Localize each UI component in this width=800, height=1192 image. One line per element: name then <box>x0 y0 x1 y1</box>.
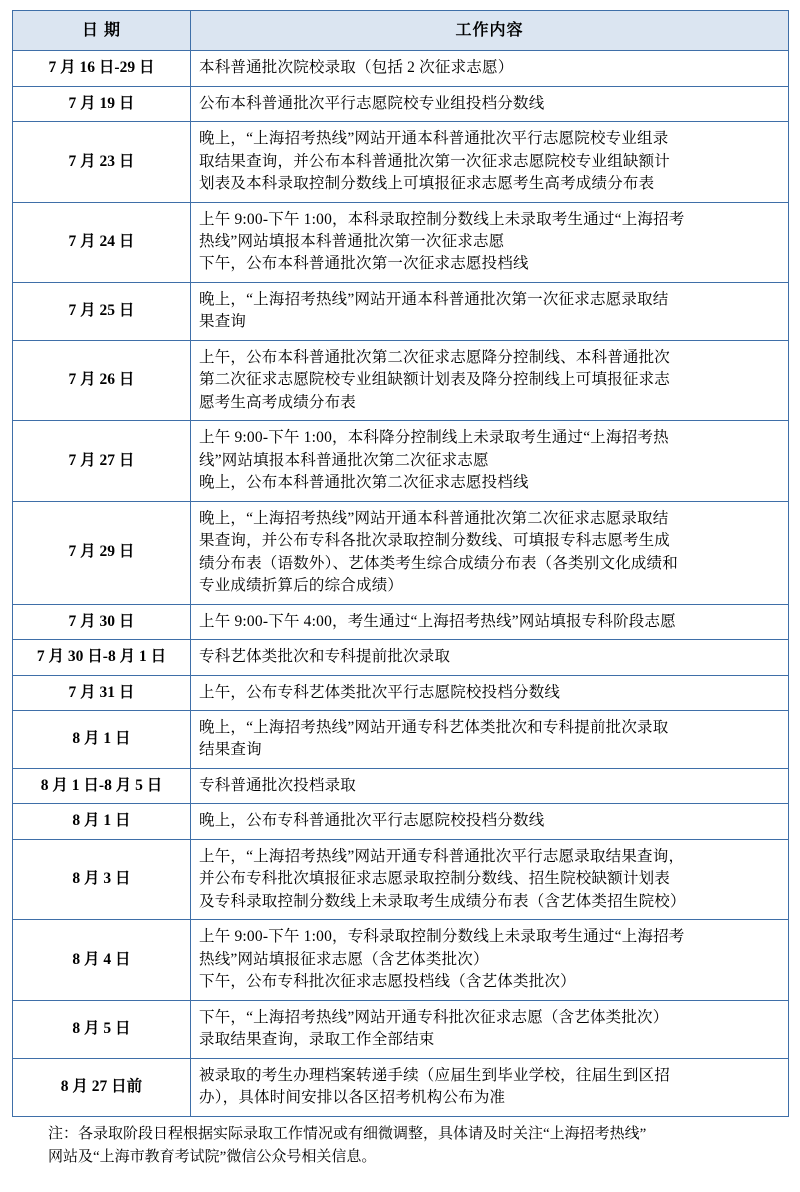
cell-date: 7 月 27 日 <box>13 421 191 501</box>
cell-date: 7 月 25 日 <box>13 282 191 340</box>
table-header-row <box>13 11 789 51</box>
cell-date: 8 月 27 日前 <box>13 1058 191 1116</box>
table-row <box>13 282 789 340</box>
content-line: 专业成绩折算后的综合成绩） <box>199 577 404 595</box>
content-line: 上午，公布专科艺体类批次平行志愿院校投档分数线 <box>199 683 561 701</box>
cell-content <box>191 804 789 839</box>
content-line: 录取结果查询，录取工作全部结束 <box>199 1031 435 1049</box>
cell-date: 8 月 1 日-8 月 5 日 <box>13 768 191 803</box>
content-line: 上午，公布本科普通批次第二次征求志愿降分控制线、本科普通批次 <box>199 348 671 366</box>
column-header-date: 日 期 <box>13 11 191 51</box>
content-line: 上午 9:00-下午 4:00，考生通过“上海招考热线”网站填报专科阶段志愿 <box>199 612 676 630</box>
content-line: 晚上，“上海招考热线”网站开通本科普通批次第一次征求志愿录取结 <box>199 290 669 308</box>
content-line: 果查询 <box>199 313 247 331</box>
column-header-content: 工作内容 <box>191 11 789 51</box>
content-line: 晚上，公布专科普通批次平行志愿院校投档分数线 <box>199 812 545 830</box>
cell-content <box>191 710 789 768</box>
footnote-line: 网站及“上海市教育考试院”微信公众号相关信息。 <box>48 1148 377 1165</box>
cell-date: 7 月 30 日 <box>13 604 191 639</box>
table-body <box>13 51 789 1116</box>
cell-content <box>191 1000 789 1058</box>
cell-date: 7 月 24 日 <box>13 202 191 282</box>
content-line: 晚上，公布本科普通批次第二次征求志愿投档线 <box>199 474 529 492</box>
cell-content <box>191 920 789 1000</box>
table-row <box>13 920 789 1000</box>
cell-content <box>191 839 789 919</box>
cell-content <box>191 122 789 202</box>
table-row <box>13 86 789 121</box>
content-line: 果查询，并公布专科各批次录取控制分数线、可填报专科志愿考生成 <box>199 532 671 550</box>
cell-content <box>191 675 789 710</box>
content-line: 划表及本科录取控制分数线上可填报征求志愿考生高考成绩分布表 <box>199 175 655 193</box>
cell-content <box>191 768 789 803</box>
content-line: 热线”网站填报本科普通批次第一次征求志愿 <box>199 233 505 250</box>
table-row <box>13 202 789 282</box>
cell-content <box>191 640 789 675</box>
content-line: 结果查询 <box>199 741 262 759</box>
content-line: 取结果查询，并公布本科普通批次第一次征求志愿院校专业组缺额计 <box>199 152 671 170</box>
cell-content <box>191 51 789 86</box>
content-line: 晚上，“上海招考热线”网站开通本科普通批次第二次征求志愿录取结 <box>199 509 669 527</box>
table-row <box>13 710 789 768</box>
cell-date: 7 月 19 日 <box>13 86 191 121</box>
table-row <box>13 768 789 803</box>
cell-content <box>191 282 789 340</box>
table-row <box>13 340 789 420</box>
table-row <box>13 1000 789 1058</box>
content-line: 线”网站填报本科普通批次第二次征求志愿 <box>199 451 489 469</box>
content-line: 上午 9:00-下午 1:00，本科录取控制分数线上未录取考生通过“上海招考 <box>199 210 685 228</box>
content-line: 晚上，“上海招考热线”网站开通本科普通批次平行志愿院校专业组录 <box>199 130 669 148</box>
table-row <box>13 51 789 86</box>
content-line: 专科艺体类批次和专科提前批次录取 <box>199 648 451 666</box>
table-row <box>13 839 789 919</box>
cell-date: 8 月 3 日 <box>13 839 191 919</box>
content-line: 绩分布表（语数外）、艺体类考生综合成绩分布表（各类别文化成绩和 <box>199 554 678 572</box>
content-line: 下午，“上海招考热线”网站开通专科批次征求志愿（含艺体类批次） <box>199 1008 669 1026</box>
cell-content <box>191 604 789 639</box>
admission-schedule-table <box>12 10 789 1117</box>
content-line: 本科普通批次院校录取（包括 2 次征求志愿） <box>199 59 514 77</box>
cell-date: 7 月 30 日-8 月 1 日 <box>13 640 191 675</box>
content-line: 专科普通批次投档录取 <box>199 776 357 794</box>
cell-date: 8 月 4 日 <box>13 920 191 1000</box>
footnote-line: 注：各录取阶段日程根据实际录取工作情况或有细微调整，具体请及时关注“上海招考热线” <box>48 1125 647 1142</box>
cell-date: 7 月 31 日 <box>13 675 191 710</box>
cell-content <box>191 86 789 121</box>
cell-date: 8 月 5 日 <box>13 1000 191 1058</box>
content-line: 热线”网站填报征求志愿（含艺体类批次） <box>199 950 489 968</box>
table-row <box>13 675 789 710</box>
cell-date: 7 月 29 日 <box>13 501 191 604</box>
content-line: 并公布专科批次填报征求志愿录取控制分数线、招生院校缺额计划表 <box>199 870 671 888</box>
cell-content <box>191 340 789 420</box>
table-row <box>13 1058 789 1116</box>
table-row <box>13 604 789 639</box>
content-line: 下午，公布本科普通批次第一次征求志愿投档线 <box>199 255 529 273</box>
table-row <box>13 421 789 501</box>
content-line: 下午，公布专科批次征求志愿投档线（含艺体类批次） <box>199 973 576 991</box>
content-line: 第二次征求志愿院校专业组缺额计划表及降分控制线上可填报征求志 <box>199 371 671 389</box>
cell-date: 7 月 16 日-29 日 <box>13 51 191 86</box>
cell-date: 7 月 23 日 <box>13 122 191 202</box>
table-row <box>13 640 789 675</box>
content-line: 晚上，“上海招考热线”网站开通专科艺体类批次和专科提前批次录取 <box>199 718 669 736</box>
cell-date: 7 月 26 日 <box>13 340 191 420</box>
content-line: 上午 9:00-下午 1:00，专科录取控制分数线上未录取考生通过“上海招考 <box>199 928 685 946</box>
cell-content <box>191 421 789 501</box>
footnote <box>12 1123 788 1170</box>
content-line: 上午 9:00-下午 1:00，本科降分控制线上未录取考生通过“上海招考热 <box>199 429 669 447</box>
content-line: 被录取的考生办理档案转递手续（应届生到毕业学校，往届生到区招 <box>199 1066 671 1084</box>
content-line: 愿考生高考成绩分布表 <box>199 393 357 411</box>
table-header <box>13 11 789 51</box>
cell-content <box>191 1058 789 1116</box>
content-line: 上午，“上海招考热线”网站开通专科普通批次平行志愿录取结果查询， <box>199 847 685 865</box>
cell-content <box>191 501 789 604</box>
cell-date: 8 月 1 日 <box>13 804 191 839</box>
table-row <box>13 804 789 839</box>
table-row <box>13 122 789 202</box>
cell-date: 8 月 1 日 <box>13 710 191 768</box>
table-row <box>13 501 789 604</box>
content-line: 及专科录取控制分数线上未录取考生成绩分布表（含艺体类招生院校） <box>199 892 686 910</box>
content-line: 办），具体时间安排以各区招考机构公布为准 <box>199 1089 506 1107</box>
cell-content <box>191 202 789 282</box>
content-line: 公布本科普通批次平行志愿院校专业组投档分数线 <box>199 94 545 112</box>
